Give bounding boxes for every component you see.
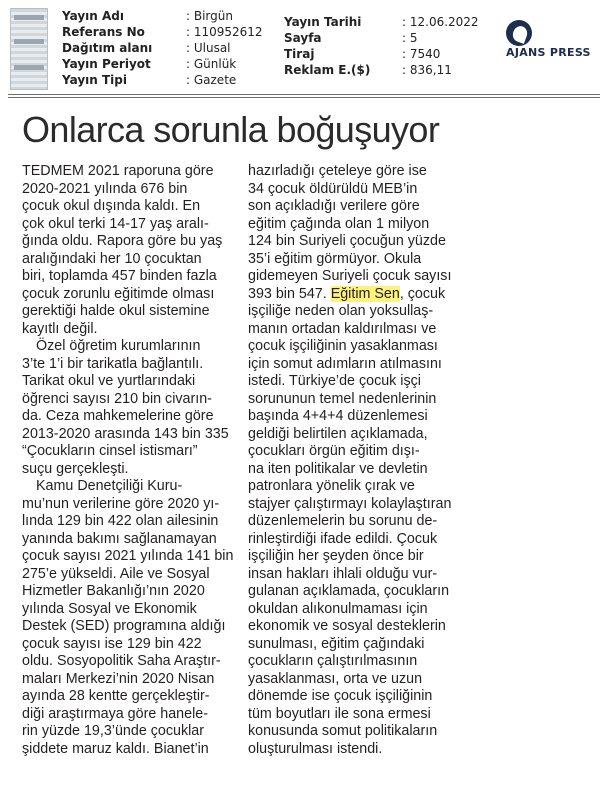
column-2-line: hazırladığı çeteleye göre ise	[248, 163, 427, 179]
column-1-line: 3’te 1’i bir tarikatla bağlantılı.	[22, 355, 204, 372]
column-1-line: çocuk okul dışında kaldı. En	[22, 198, 201, 214]
column-1-line: ğında oldu. Rapora göre bu yaş	[22, 233, 223, 249]
meta-left-row	[62, 8, 272, 24]
column-1-line: rin yüzde 19,3’ünde çocuklar	[22, 723, 204, 739]
column-2-line: rinleştirdiği ifade edildi. Çocuk	[248, 530, 438, 547]
column-1-line: da. Ceza mahkemelerine göre	[22, 408, 214, 424]
column-1-line: gerektiği halde okul sistemine	[22, 303, 210, 319]
column-2-line: işçiliğin her şeyden önce bir	[248, 548, 424, 564]
column-1-line: maları Merkezi’nin 2020 Nisan	[22, 670, 215, 687]
meta-left-label: Yayın Periyot	[62, 57, 151, 71]
meta-right-label: Reklam E.($)	[284, 63, 371, 77]
column-1-line: yılında Sosyal ve Ekonomik	[22, 600, 197, 617]
column-2-line: gidemeyen Suriyeli çocuk sayısı	[248, 268, 452, 284]
clipping-header	[0, 0, 603, 94]
column-2-line: 393 bin 547. Eğitim Sen, çocuk	[248, 285, 446, 302]
meta-left-value: : Ulusal	[186, 41, 231, 55]
meta-left-label: Dağıtım alanı	[62, 41, 153, 55]
meta-right-value: : 12.06.2022	[402, 15, 479, 29]
column-2-line: son açıkladığı verilere göre	[248, 198, 420, 214]
meta-right-row	[284, 46, 484, 62]
meta-right-label: Yayın Tarihi	[284, 15, 362, 29]
column-2-line: başında 4+4+4 düzenlemesi	[248, 408, 428, 424]
column-1-line: 2020-2021 yılında 676 bin	[22, 180, 188, 197]
column-2-line: eğitim çağında olan 1 milyon	[248, 215, 430, 232]
column-2-line: 124 bin Suriyeli çocuğun yüzde	[248, 233, 446, 249]
column-2-line: sunulması, eğitim çağındaki	[248, 635, 425, 652]
column-1-line: lında 129 bin 422 olan ailesinin	[22, 513, 219, 529]
meta-right-label: Tiraj	[284, 47, 315, 61]
page-thumbnail-image	[10, 8, 48, 90]
column-2-line: gulanan açıklamada, çocukların	[248, 583, 450, 599]
meta-left-row	[62, 56, 272, 72]
meta-left-row	[62, 24, 272, 40]
column-1-line: çocuk zorunlu eğitimde olması	[22, 285, 215, 302]
column-1-line: TEDMEM 2021 raporuna göre	[22, 163, 214, 179]
column-2-line: dönemde ise çocuk işçiliğinin	[248, 688, 433, 704]
column-2-line: sorununun temel nedenlerinin	[248, 390, 437, 407]
column-2-line: düzenlemelerin bu sorunu de-	[248, 513, 438, 529]
column-1-line: öğrenci sayısı 210 bin civarın-	[22, 390, 212, 407]
meta-left-value: : Günlük	[186, 57, 237, 71]
column-1-line: aralığındaki her 10 çocuktan	[22, 250, 202, 267]
column-1-line: oldu. Sosyopolitik Saha Araştır-	[22, 653, 221, 669]
column-1-line: 2013-2020 arasında 143 bin 335	[22, 425, 229, 442]
meta-right-row	[284, 14, 484, 30]
column-2-line: patronlara yönelik çırak ve	[248, 478, 415, 494]
column-2-line: istedi. Türkiye’de çocuk işçi	[248, 373, 421, 389]
meta-right	[284, 14, 484, 78]
meta-left-value: : Gazete	[186, 73, 237, 87]
column-2-line: yasaklanması, orta ve uzun	[248, 670, 423, 687]
logo-text: AJANS PRESS	[506, 46, 591, 59]
meta-left-label: Yayın Tipi	[62, 73, 127, 87]
column-1-line: şiddete maruz kaldı. Bianet’in	[22, 740, 209, 757]
column-1-line: diği araştırmaya göre hanele-	[22, 705, 208, 722]
column-1-line: Tarikat okul ve yurtlarındaki	[22, 373, 196, 389]
meta-right-value: : 5	[402, 31, 418, 45]
column-2-line: işçiliğe neden olan yoksullaş-	[248, 303, 434, 319]
meta-left-label: Yayın Adı	[62, 9, 124, 23]
meta-right-value: : 836,11	[402, 63, 452, 77]
column-1-line: Kamu Denetçiliği Kuru-	[36, 478, 183, 494]
column-2-line: insan hakları ihlali olduğu vur-	[248, 565, 438, 582]
column-2-line: tüm boyutları ile sona ermesi	[248, 705, 431, 722]
meta-right-value: : 7540	[402, 47, 441, 61]
column-2-line: çocukların çalıştırılmasının	[248, 653, 418, 669]
meta-left	[62, 8, 272, 88]
ajans-press-logo	[506, 20, 602, 64]
column-2-line: ekonomik ve sosyal desteklerin	[248, 618, 446, 634]
column-2-line: 35’i eğitim görmüyor. Okula	[248, 250, 422, 267]
column-1-line: yanında bakımı sağlanamayan	[22, 530, 217, 547]
header-divider-bottom	[8, 97, 600, 98]
ajans-press-logo-icon	[506, 20, 532, 46]
meta-left-value: : Birgün	[186, 9, 233, 23]
article-column-2	[248, 163, 462, 758]
column-2-line: okuldan alıkonulmaması için	[248, 600, 428, 617]
meta-right-row	[284, 30, 484, 46]
column-2-line: stajyer çalıştırmayı kolaylaştıran	[248, 495, 452, 512]
meta-right-label: Sayfa	[284, 31, 322, 45]
column-2-line: 34 çocuk öldürüldü MEB’in	[248, 180, 418, 197]
column-1-line: çocuk sayısı ise 129 bin 422	[22, 635, 202, 652]
column-1-line: Hizmetler Bakanlığı’nın 2020	[22, 583, 205, 599]
article-column-1	[22, 163, 232, 758]
column-2-line: çocuk işçiliğinin yasaklanması	[248, 338, 438, 354]
column-1-line: kayıtlı değil.	[22, 320, 98, 337]
headline: Onlarca sorunla boğuşuyor	[22, 109, 440, 150]
column-2-line: na iten politikalar ve devletin	[248, 460, 428, 477]
meta-left-row	[62, 72, 272, 88]
column-2-line: çocukları örgün eğitim dışı-	[248, 443, 420, 459]
column-2-line: oluşturulması istendi.	[248, 740, 383, 757]
column-1-line: çocuk sayısı 2021 yılında 141 bin	[22, 548, 234, 564]
column-1-line: Özel öğretim kurumlarının	[36, 338, 201, 354]
column-1-line: mu’nun verilerine göre 2020 yı-	[22, 495, 220, 512]
column-2-line: manın ortadan kaldırılması ve	[248, 320, 437, 337]
column-1-line: 275’e yükseldi. Aile ve Sosyal	[22, 565, 210, 582]
column-2-line: konusunda somut politikaların	[248, 723, 438, 739]
column-1-line: “Çocukların cinsel istismarı”	[22, 443, 198, 459]
meta-left-row	[62, 40, 272, 56]
column-1-line: biri, toplamda 457 binden fazla	[22, 268, 217, 284]
column-1-line: ayında 28 kentte gerçekleştir-	[22, 688, 210, 704]
meta-right-row	[284, 62, 484, 78]
column-2-line: geldiği belirtilen açıklamada,	[248, 425, 428, 442]
header-divider-top	[8, 94, 600, 95]
meta-left-label: Referans No	[62, 25, 145, 39]
column-2-line: için somut adımların atılmasını	[248, 355, 442, 372]
column-1-line: suçu gerçekleşti.	[22, 460, 129, 477]
column-1-line: Destek (SED) programına aldığı	[22, 618, 226, 634]
meta-left-value: : 110952612	[186, 25, 263, 39]
highlighted-term: Eğitim Sen	[330, 285, 400, 302]
column-1-line: çok okul terki 14-17 yaş aralı-	[22, 215, 209, 232]
